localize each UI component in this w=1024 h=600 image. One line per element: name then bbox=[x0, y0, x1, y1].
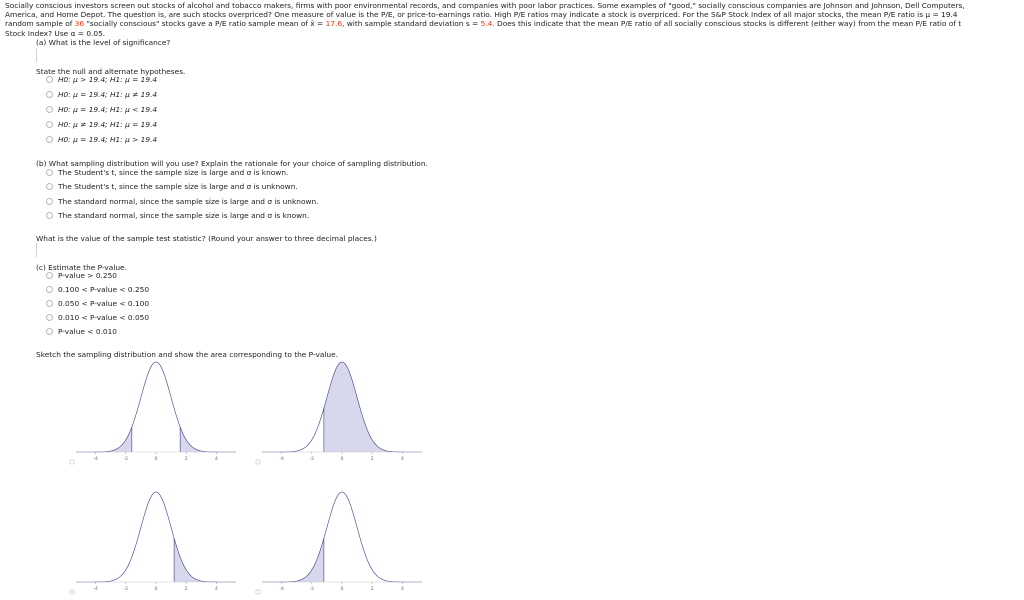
shaded-pvalue-area bbox=[324, 362, 422, 452]
radio-button[interactable] bbox=[46, 314, 53, 321]
tick-label: -4 bbox=[93, 587, 98, 592]
tick-label: 0 bbox=[154, 587, 158, 592]
tick-label: -4 bbox=[279, 457, 284, 462]
question-a: (a) What is the level of significance? bbox=[36, 38, 171, 47]
hypothesis-option-5[interactable]: H0: μ = 19.4; H1: μ > 19.4 bbox=[46, 135, 157, 144]
tick-label: -2 bbox=[309, 457, 315, 462]
tick-label: 2 bbox=[184, 587, 188, 592]
tick-label: 0 bbox=[340, 457, 344, 462]
shaded-pvalue-area bbox=[262, 538, 324, 582]
tick-label: -2 bbox=[123, 587, 129, 592]
question-c: (c) Estimate the P-value. bbox=[36, 263, 127, 272]
question-b: (b) What sampling distribution will you use? Explain the rationale for your choice of sampling distribution. bbox=[36, 159, 428, 168]
radio-button[interactable] bbox=[46, 169, 53, 176]
radio-button[interactable] bbox=[46, 198, 53, 205]
tick-label: 0 bbox=[154, 457, 158, 462]
distribution-option-4[interactable]: The standard normal, since the sample size is large and σ is known. bbox=[46, 211, 309, 220]
radio-button[interactable] bbox=[46, 300, 53, 307]
normal-curve bbox=[76, 362, 236, 452]
radio-button[interactable] bbox=[46, 136, 53, 143]
shaded-pvalue-area bbox=[76, 427, 132, 452]
plot-select-radio bbox=[70, 460, 74, 464]
normal-curve bbox=[262, 492, 422, 582]
radio-button[interactable] bbox=[46, 272, 53, 279]
pvalue-option-2[interactable]: 0.100 < P-value < 0.250 bbox=[46, 285, 149, 294]
pvalue-option-3[interactable]: 0.050 < P-value < 0.100 bbox=[46, 299, 149, 308]
sample-mean: 17.6 bbox=[325, 19, 343, 29]
normal-curve bbox=[76, 492, 236, 582]
significance-answer-input[interactable] bbox=[36, 48, 38, 62]
intro-line-2: America, and Home Depot. The question is, are such stocks overpriced? One measure of value is the P/E, or price-to-earnings ratio. High P/E ratios may indicate a stock is overpriced. For the S&P Stock Index of all major stocks, the mean P/E ratio is μ = 19.4 bbox=[5, 10, 958, 20]
plot-select-radio bbox=[256, 460, 260, 464]
intro-line-1: Socially conscious investors screen out stocks of alcohol and tobacco makers, firms with poor environmental records, and companies with poor labor practices. Some examples of "good," socially conscious companies are Johnson and Johnson, Dell Computers, bbox=[5, 1, 965, 10]
tick-label: 4 bbox=[214, 457, 218, 462]
tick-label: 2 bbox=[370, 587, 374, 592]
tick-label: -2 bbox=[309, 587, 315, 592]
sketch-prompt: Sketch the sampling distribution and show the area corresponding to the P-value. bbox=[36, 350, 338, 359]
plot-right-large[interactable] bbox=[252, 358, 432, 466]
intro-line-4: Stock Index? Use α = 0.05. bbox=[5, 28, 106, 38]
distribution-option-3[interactable]: The standard normal, since the sample size is large and σ is unknown. bbox=[46, 197, 319, 206]
radio-button[interactable] bbox=[46, 76, 53, 83]
pvalue-option-1[interactable]: P-value > 0.250 bbox=[46, 271, 117, 280]
radio-button[interactable] bbox=[46, 212, 53, 219]
tick-label: 4 bbox=[400, 587, 404, 592]
pvalue-option-5[interactable]: P-value < 0.010 bbox=[46, 327, 117, 336]
test-statistic-input[interactable] bbox=[36, 243, 38, 257]
hypothesis-option-1[interactable]: H0: μ > 19.4; H1: μ = 19.4 bbox=[46, 75, 157, 84]
radio-button[interactable] bbox=[46, 91, 53, 98]
hypothesis-option-3[interactable]: H0: μ = 19.4; H1: μ < 19.4 bbox=[46, 105, 157, 114]
problem-statement bbox=[5, 1, 1024, 38]
tick-label: 0 bbox=[340, 587, 344, 592]
radio-button[interactable] bbox=[46, 286, 53, 293]
sample-sd: 5.4 bbox=[480, 19, 493, 29]
radio-button[interactable] bbox=[46, 121, 53, 128]
shaded-pvalue-area bbox=[180, 427, 236, 452]
radio-button[interactable] bbox=[46, 328, 53, 335]
tick-label: -4 bbox=[93, 457, 98, 462]
distribution-option-2[interactable]: The Student's t, since the sample size is large and σ is unknown. bbox=[46, 182, 298, 191]
intro-line-3: random sample of 36 "socially conscious" stocks gave a P/E ratio sample mean of x̄ = 17.6, with sample standard deviation s = 5.4. Does this indicate that the mean P/E ratio of all socially conscious stocks is different (either way) from the mean P/E ratio of t bbox=[5, 19, 962, 29]
plot-two-tailed[interactable] bbox=[66, 358, 246, 466]
tick-label: 2 bbox=[370, 457, 374, 462]
hypothesis-option-2[interactable]: H0: μ = 19.4; H1: μ ≠ 19.4 bbox=[46, 90, 157, 99]
pvalue-option-4[interactable]: 0.010 < P-value < 0.050 bbox=[46, 313, 149, 322]
sample-size: 36 bbox=[74, 19, 85, 29]
plot-right-tail[interactable] bbox=[66, 488, 246, 596]
tick-label: 4 bbox=[400, 457, 404, 462]
tick-label: -2 bbox=[123, 457, 129, 462]
shaded-pvalue-area bbox=[174, 538, 236, 582]
plot-left-tail[interactable] bbox=[252, 488, 432, 596]
hypothesis-option-4[interactable]: H0: μ ≠ 19.4; H1: μ = 19.4 bbox=[46, 120, 157, 129]
tick-label: 4 bbox=[214, 587, 218, 592]
radio-button[interactable] bbox=[46, 183, 53, 190]
hypotheses-prompt: State the null and alternate hypotheses. bbox=[36, 67, 186, 76]
plot-select-radio bbox=[70, 590, 74, 594]
test-statistic-prompt: What is the value of the sample test statistic? (Round your answer to three decimal places.) bbox=[36, 234, 377, 243]
tick-label: -4 bbox=[279, 587, 284, 592]
radio-button[interactable] bbox=[46, 106, 53, 113]
distribution-option-1[interactable]: The Student's t, since the sample size is large and σ is known. bbox=[46, 168, 288, 177]
tick-label: 2 bbox=[184, 457, 188, 462]
plot-select-radio bbox=[256, 590, 260, 594]
